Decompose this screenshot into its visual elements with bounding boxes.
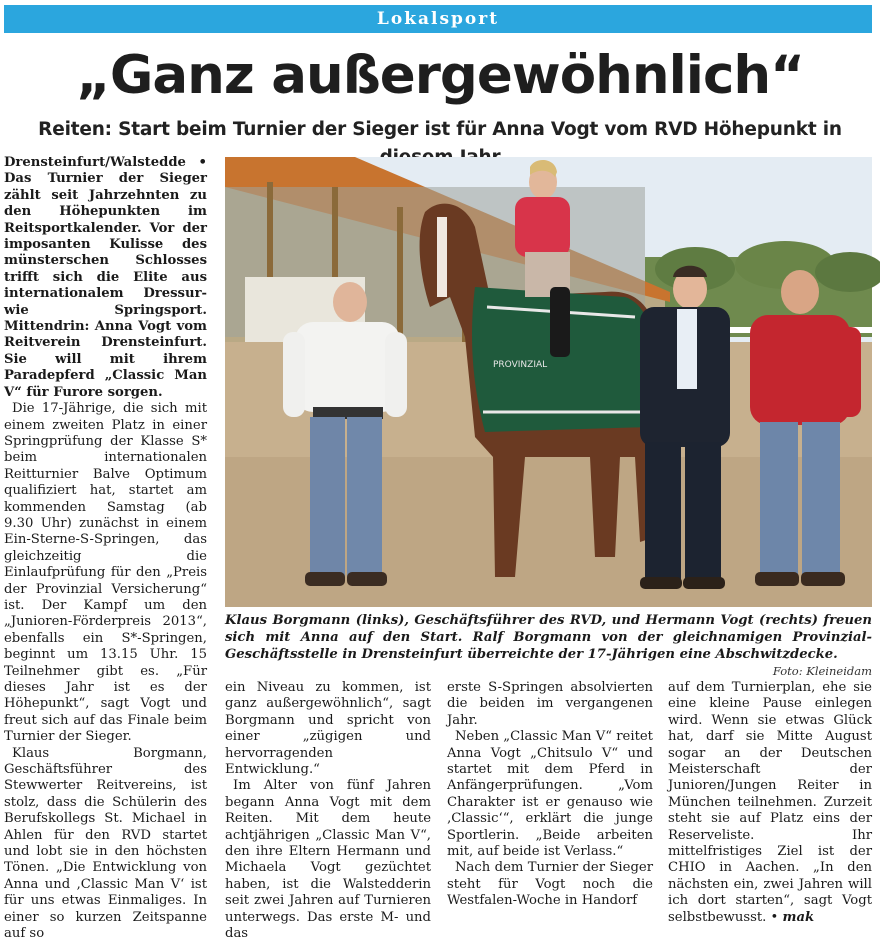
body-paragraph: Die 17-Jährige, die sich mit einem zweiten Platz in einer Springprüfung der Klasse S* beim internationalen Reitturnier Balve Optimum qualifiziert hat, startet am kommenden Samstag (ab 9.30 Uhr) zunächst in einem Ein-Sterne-S-Springen, das gleichzeitig die Einlaufprüfung für den „Preis der Provinzial Versicherung“ ist. Der Kampf um den „Junioren-Förderpreis 2013“, ebenfalls ein S*-Springen, beginnt um 13.15 Uhr. 15 Teilnehmer gibt es. „Für dieses Jahr ist es der Höhepunkt“, sagt Vogt und freut sich auf das Finale beim Turnier der Sieger. (4, 401, 207, 745)
article-photo (225, 157, 872, 607)
article-column-2 (225, 680, 431, 943)
blanket-text: PROVINZIAL (493, 360, 548, 370)
body-paragraph: ein Niveau zu kommen, ist ganz außergewöhnlich“, sagt Borgmann und spricht von einer „zügigen und hervorragenden Entwicklung.“ (225, 680, 431, 778)
closing-text: auf dem Turnierplan, ehe sie eine kleine Pause einlegen wird. Wenn sie etwas Glück hat, darf sie Mitte August sogar an der Deutschen Meisterschaft der Junioren/Jungen Reiter in München teilnehmen. Zurzeit steht sie auf Platz eins der Reserveliste. Ihr mittelfristiges Ziel ist der CHIO in Aachen. „In den nächsten ein, zwei Jahren will ich dort starten“, sagt Vogt selbstbewusst. • (668, 680, 872, 925)
photo-caption (225, 612, 872, 680)
caption-text: Klaus Borgmann (links), Geschäftsführer des RVD, und Hermann Vogt (rechts) freuen sich mit Anna auf den Start. Ralf Borgmann von der gleichnamigen Provinzial-Geschäftsstelle in Drensteinfurt überreichte der 17-Jährigen eine Abschwitzdecke. (225, 613, 872, 662)
body-paragraph: Neben „Classic Man V“ reitet Anna Vogt „Chitsulo V“ und startet mit dem Pferd in Anfängerprüfungen. „Vom Charakter ist er genauso wie ‚Classic‘“, erklärt die junge Sportlerin. „Beide arbeiten mit, auf beide ist Verlass.“ (447, 729, 653, 860)
photo-illustration (225, 157, 872, 607)
body-paragraph: erste S-Springen absolvierten die beiden im vergangenen Jahr. (447, 680, 653, 728)
body-paragraph: Im Alter von fünf Jahren begann Anna Vogt mit dem Reiten. Mit dem heute achtjährigen „Classic Man V“, den ihre Eltern Hermann und Michaela Vogt gezüchtet haben, ist die Walstedderin seit zwei Jahren auf Turnieren unterwegs. Das erste M- und das (225, 778, 431, 942)
subheadline: Reiten: Start beim Turnier der Sieger ist für Anna Vogt vom RVD Höhepunkt in (38, 119, 842, 140)
body-paragraph (668, 680, 872, 926)
section-header: Lokalsport (4, 5, 872, 33)
article-column-3 (447, 680, 653, 910)
body-paragraph: Nach dem Turnier der Sieger steht für Vogt noch die Westfalen-Woche in Handorf (447, 860, 653, 909)
body-paragraph: Klaus Borgmann, Geschäftsführer des Stewwerter Reitvereins, ist stolz, dass die Schülerin des Berufskollegs St. Michael in Ahlen für den RVD startet und lobt sie in den höchsten Tönen. „Die Entwicklung von Anna und ‚Classic Man V‘ ist für uns etwas Einmaliges. In einer so kurzen Zeitspanne auf so (4, 745, 207, 942)
lead-paragraph: Drensteinfurt/Walstedde • Das Turnier der Sieger zählt seit Jahrzehnten zu den Höhepunkten im Reitsportkalender. Vor der imposanten Kulisse des münsterschen Schlosses trifft sich die Elite aus internationalem Dressur- wie Springsport. Mittendrin: Anna Vogt vom Reitverein Drensteinfurt. Sie will mit ihrem Paradepferd „Classic Man V“ für Furore sorgen. (4, 155, 207, 400)
article-column-4 (668, 680, 872, 926)
photo-credit: Foto: Kleineidam (772, 664, 872, 678)
author-initials: mak (782, 909, 815, 925)
headline: „Ganz außergewöhnlich“ (76, 45, 804, 106)
article-column-1 (4, 155, 207, 943)
